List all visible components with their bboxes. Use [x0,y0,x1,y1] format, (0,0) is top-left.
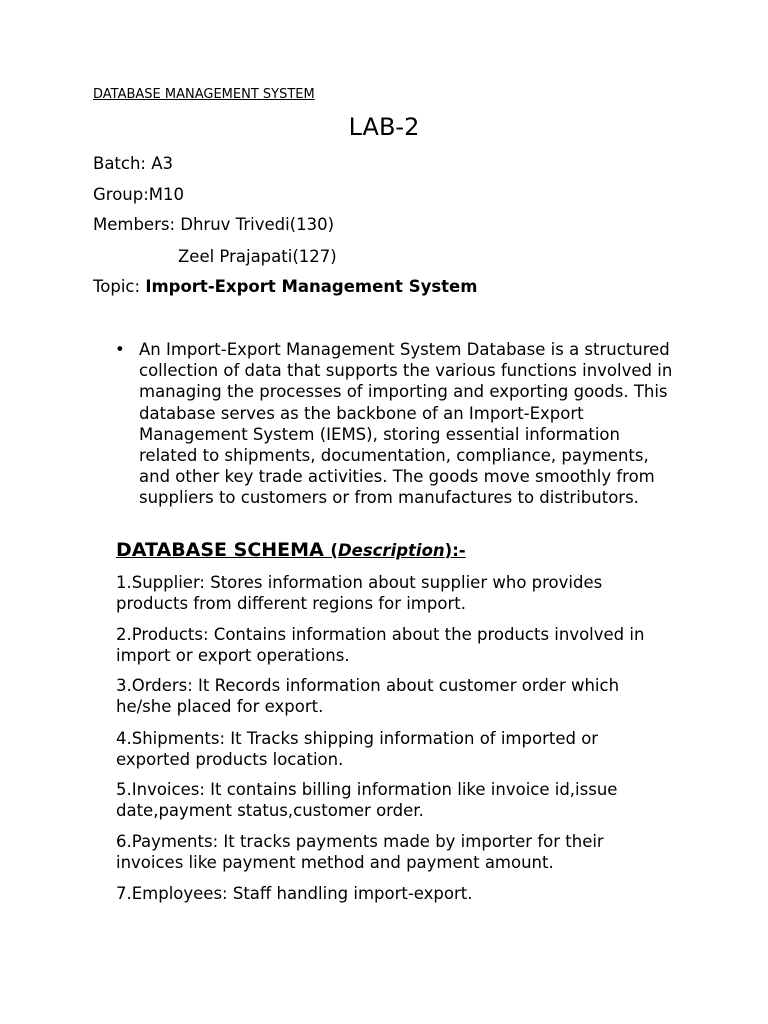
members-line-2: Zeel Prajapati(127) [178,247,337,266]
intro-paragraph: An Import-Export Management System Database is a structured collection of data that supports the various functions involved in managing the processes of importing and exporting goods. This database serves as the backbone of an Import-Export Management System (IEMS), storing essential information related to shipments, documentation, compliance, payments, and other key trade activities. The goods move smoothly from suppliers to customers or from manufactures to distributors. [139,340,673,508]
group-line: Group:M10 [93,185,185,204]
bullet-icon: • [115,340,125,359]
topic-value: Import-Export Management System [145,277,478,296]
schema-heading-main: DATABASE SCHEMA [116,539,331,561]
schema-item: 3.Orders: It Records information about customer order which he/she placed for export. [116,676,620,717]
schema-heading [116,538,466,563]
schema-item: 4.Shipments: It Tracks shipping information of imported or exported products location. [116,729,599,770]
schema-item: 7.Employees: Staff handling import-export. [116,884,473,903]
schema-item: 2.Products: Contains information about the products involved in import or export operations. [116,625,645,666]
members-line: Members: Dhruv Trivedi(130) [93,215,335,234]
course-label: DATABASE MANAGEMENT SYSTEM [93,87,315,102]
topic-label: Topic: [93,277,146,296]
schema-heading-desc: Description [337,541,445,560]
schema-item: 1.Supplier: Stores information about supplier who provides products from different regions for import. [116,573,603,614]
schema-item: 6.Payments: It tracks payments made by importer for their invoices like payment method and payment amount. [116,832,604,873]
lab-title: LAB-2 [348,113,420,141]
batch-line: Batch: A3 [93,154,174,173]
schema-heading-open: ( [330,541,338,560]
schema-heading-close: ):- [444,541,466,560]
schema-item: 5.Invoices: It contains billing information like invoice id,issue date,payment status,customer order. [116,780,618,821]
topic-line [93,276,477,298]
